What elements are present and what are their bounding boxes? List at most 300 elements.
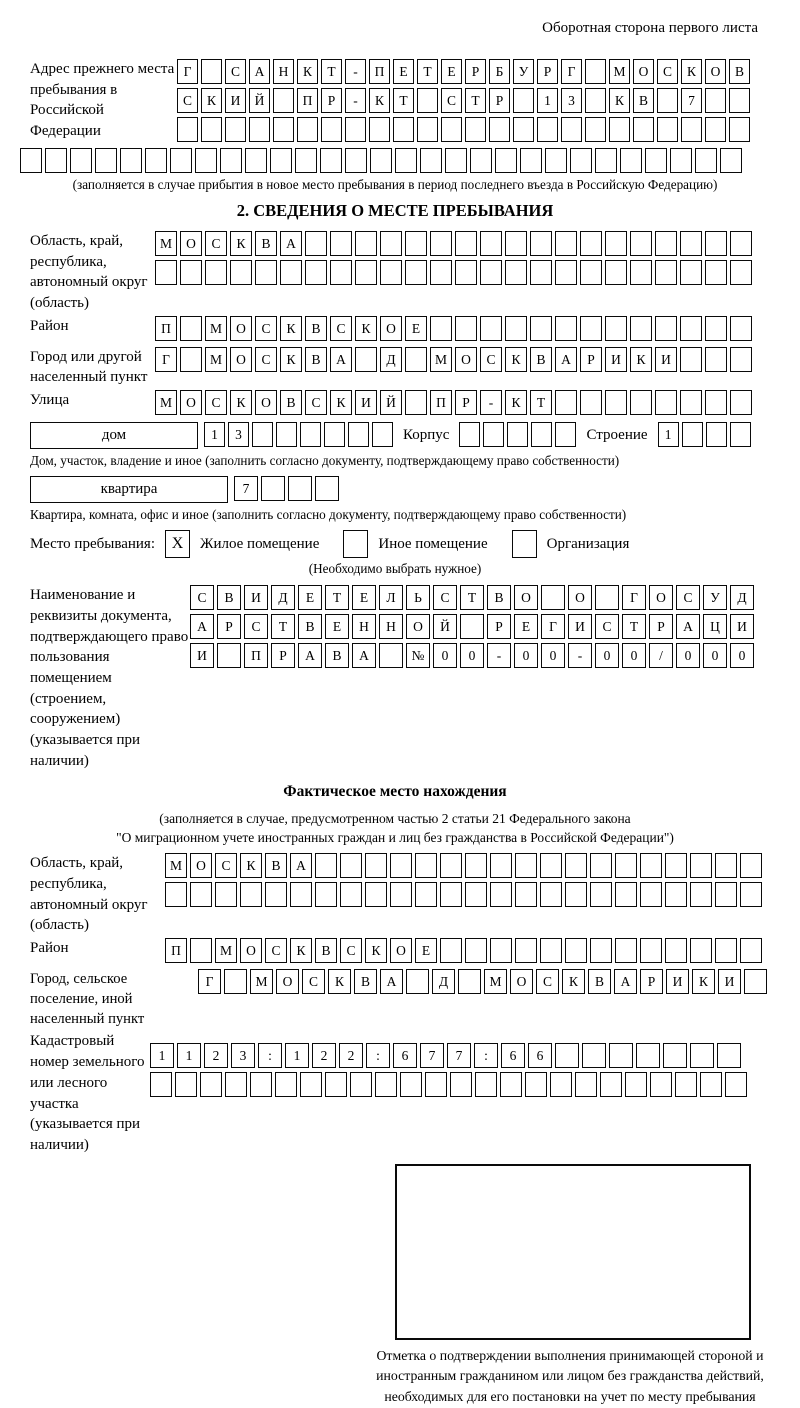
char-cell (455, 231, 477, 256)
cell-row (155, 231, 752, 256)
char-cell: В (265, 853, 287, 878)
cell-row (155, 347, 752, 372)
char-cell (585, 59, 606, 84)
char-cell: М (155, 390, 177, 415)
char-cell: - (480, 390, 502, 415)
char-cell: К (609, 88, 630, 113)
char-cell: С (536, 969, 559, 994)
cell-row (658, 422, 751, 447)
char-cell (515, 882, 537, 907)
char-cell: 1 (658, 422, 679, 447)
char-cell: Б (489, 59, 510, 84)
house-box-label: дом (30, 422, 198, 449)
char-cell (348, 422, 369, 447)
char-cell (605, 390, 627, 415)
char-cell (405, 231, 427, 256)
char-cell (555, 422, 576, 447)
char-cell (455, 316, 477, 341)
char-cell: Т (321, 59, 342, 84)
char-cell: К (562, 969, 585, 994)
char-cell (321, 117, 342, 142)
char-cell: М (430, 347, 452, 372)
char-cell: 7 (447, 1043, 471, 1068)
char-cell: С (330, 316, 352, 341)
char-cell (595, 585, 619, 610)
char-cell (440, 882, 462, 907)
char-cell: К (355, 316, 377, 341)
char-cell: Н (352, 614, 376, 639)
char-cell: П (430, 390, 452, 415)
char-cell: К (328, 969, 351, 994)
char-cell (555, 260, 577, 285)
char-cell: И (605, 347, 627, 372)
char-cell (465, 938, 487, 963)
char-cell (205, 260, 227, 285)
char-cell (475, 1072, 497, 1097)
checkbox-zhiloe[interactable]: X (165, 530, 190, 558)
char-cell (513, 117, 534, 142)
char-cell: 0 (460, 643, 484, 668)
prev-address-label: Адрес прежнего места пребывания в Российской Федерации (30, 61, 175, 140)
char-cell (45, 148, 67, 173)
char-cell (730, 260, 752, 285)
char-cell (255, 260, 277, 285)
cell-row (165, 938, 762, 963)
char-cell: К (290, 938, 312, 963)
char-cell: О (240, 938, 262, 963)
char-cell (531, 422, 552, 447)
char-cell (265, 882, 287, 907)
char-cell: Е (352, 585, 376, 610)
char-cell: Г (155, 347, 177, 372)
region-actual-label: Область, край, республика, автономный округ (область) (30, 855, 148, 934)
char-cell: Л (379, 585, 403, 610)
char-cell: Р (487, 614, 511, 639)
field-prev-address (30, 59, 760, 146)
char-cell: О (190, 853, 212, 878)
char-cell: В (325, 643, 349, 668)
char-cell: К (201, 88, 222, 113)
char-cell (288, 476, 312, 501)
char-cell (530, 316, 552, 341)
char-cell: П (297, 88, 318, 113)
char-cell (600, 1072, 622, 1097)
char-cell: О (180, 390, 202, 415)
char-cell (706, 422, 727, 447)
char-cell (681, 117, 702, 142)
field-district (30, 316, 760, 345)
char-cell: В (588, 969, 611, 994)
char-cell (540, 882, 562, 907)
stroenie-label: Строение (586, 427, 648, 444)
char-cell: 1 (150, 1043, 174, 1068)
char-cell (530, 260, 552, 285)
char-cell: Р (455, 390, 477, 415)
char-cell (541, 585, 565, 610)
field-city-actual (30, 969, 760, 1029)
char-cell: Й (433, 614, 457, 639)
cell-row (20, 148, 760, 173)
char-cell (395, 148, 417, 173)
char-cell (525, 1072, 547, 1097)
char-cell (555, 316, 577, 341)
char-cell: В (298, 614, 322, 639)
char-cell (730, 231, 752, 256)
char-cell (240, 882, 262, 907)
char-cell (201, 59, 222, 84)
char-cell (730, 422, 751, 447)
char-cell (705, 88, 726, 113)
char-cell: И (655, 347, 677, 372)
char-cell (625, 1072, 647, 1097)
char-cell: - (568, 643, 592, 668)
char-cell (406, 969, 429, 994)
char-cell (580, 316, 602, 341)
char-cell: К (630, 347, 652, 372)
char-cell (400, 1072, 422, 1097)
char-cell (717, 1043, 741, 1068)
char-cell (640, 853, 662, 878)
char-cell (655, 231, 677, 256)
char-cell (300, 422, 321, 447)
district-label: Район (30, 317, 69, 334)
char-cell (275, 1072, 297, 1097)
char-cell (655, 390, 677, 415)
char-cell: 7 (420, 1043, 444, 1068)
stay-type-row (30, 530, 760, 558)
char-cell: Е (393, 59, 414, 84)
char-cell: Г (561, 59, 582, 84)
char-cell (705, 117, 726, 142)
actual-location-title: Фактическое место нахождения (283, 783, 507, 801)
char-cell (170, 148, 192, 173)
char-cell: О (705, 59, 726, 84)
char-cell: Р (217, 614, 241, 639)
char-cell (555, 390, 577, 415)
char-cell: Ц (703, 614, 727, 639)
char-cell (252, 422, 273, 447)
char-cell (180, 347, 202, 372)
char-cell (615, 853, 637, 878)
char-cell (365, 853, 387, 878)
house-note: Дом, участок, владение и иное (заполнить согласно документу, подтверждающему право собственности) (30, 453, 620, 469)
char-cell: В (217, 585, 241, 610)
char-cell: О (276, 969, 299, 994)
option-inoe-label: Иное помещение (378, 535, 488, 552)
char-cell (657, 88, 678, 113)
char-cell (340, 853, 362, 878)
char-cell: Д (432, 969, 455, 994)
stamp-box (395, 1164, 751, 1340)
char-cell: 2 (204, 1043, 228, 1068)
char-cell (630, 231, 652, 256)
char-cell: С (676, 585, 700, 610)
char-cell (369, 117, 390, 142)
char-cell (120, 148, 142, 173)
cell-row (190, 614, 754, 639)
char-cell (380, 231, 402, 256)
char-cell (165, 882, 187, 907)
option-org-label: Организация (546, 535, 630, 552)
char-cell (630, 260, 652, 285)
char-cell (540, 938, 562, 963)
char-cell (273, 117, 294, 142)
char-cell: О (230, 316, 252, 341)
char-cell (415, 853, 437, 878)
char-cell (605, 260, 627, 285)
char-cell: 0 (730, 643, 754, 668)
char-cell (445, 148, 467, 173)
char-cell (590, 853, 612, 878)
char-cell: Р (271, 643, 295, 668)
cell-row (177, 88, 750, 113)
char-cell: К (280, 316, 302, 341)
char-cell: - (487, 643, 511, 668)
char-cell: М (165, 853, 187, 878)
char-cell (220, 148, 242, 173)
char-cell (590, 882, 612, 907)
street-label: Улица (30, 392, 70, 409)
char-cell (490, 938, 512, 963)
char-cell (550, 1072, 572, 1097)
cell-row (234, 476, 339, 501)
char-cell (217, 643, 241, 668)
char-cell (315, 853, 337, 878)
char-cell: В (487, 585, 511, 610)
apartment-row (30, 476, 760, 505)
char-cell (305, 260, 327, 285)
char-cell: Р (580, 347, 602, 372)
char-cell (715, 853, 737, 878)
char-cell: И (355, 390, 377, 415)
char-cell (458, 969, 481, 994)
char-cell: А (676, 614, 700, 639)
char-cell: 6 (528, 1043, 552, 1068)
actual-location-note2: "О миграционном учете иностранных граждан и лиц без гражданства в Российской Федерации") (116, 830, 674, 846)
char-cell: Г (541, 614, 565, 639)
char-cell (425, 1072, 447, 1097)
char-cell (665, 882, 687, 907)
char-cell (270, 148, 292, 173)
char-cell: А (280, 231, 302, 256)
char-cell: А (298, 643, 322, 668)
cadastre-label: Кадастровый номер земельного или лесного участка (указывается при наличии) (30, 1033, 145, 1153)
char-cell: К (330, 390, 352, 415)
char-cell: П (165, 938, 187, 963)
char-cell: В (633, 88, 654, 113)
char-cell (320, 148, 342, 173)
char-cell: - (345, 59, 366, 84)
cell-row (190, 585, 754, 610)
char-cell (355, 260, 377, 285)
char-cell (580, 260, 602, 285)
char-cell (315, 476, 339, 501)
char-cell (515, 853, 537, 878)
char-cell (70, 148, 92, 173)
char-cell: К (369, 88, 390, 113)
char-cell: 2 (312, 1043, 336, 1068)
apartment-box-label: квартира (30, 476, 228, 503)
char-cell: О (180, 231, 202, 256)
district-actual-label: Район (30, 940, 69, 957)
char-cell (305, 231, 327, 256)
char-cell (440, 853, 462, 878)
char-cell (545, 148, 567, 173)
char-cell: Р (489, 88, 510, 113)
char-cell: И (666, 969, 689, 994)
char-cell (300, 1072, 322, 1097)
char-cell (740, 938, 762, 963)
char-cell (650, 1072, 672, 1097)
stamp-note: Отметка о подтверждении выполнения принимающей стороной и иностранным гражданином или лицом без гражданства действий, необходимых для его постановки на учет по месту пребывания (376, 1347, 764, 1404)
char-cell: Е (415, 938, 437, 963)
apartment-note: Квартира, комната, офис и иное (заполнить согласно документу, подтверждающему право собственности) (30, 507, 627, 523)
cell-row (177, 59, 750, 84)
char-cell (420, 148, 442, 173)
char-cell: О (649, 585, 673, 610)
char-cell (505, 316, 527, 341)
char-cell (415, 882, 437, 907)
char-cell: С (255, 316, 277, 341)
char-cell (273, 88, 294, 113)
char-cell: С (340, 938, 362, 963)
char-cell (680, 390, 702, 415)
char-cell: А (352, 643, 376, 668)
char-cell (150, 1072, 172, 1097)
char-cell (670, 148, 692, 173)
char-cell: 7 (234, 476, 258, 501)
char-cell (276, 422, 297, 447)
char-cell: А (290, 853, 312, 878)
char-cell (350, 1072, 372, 1097)
document-label: Наименование и реквизиты документа, подтверждающего право пользования помещением (строением, сооружением) (указывается при наличии) (30, 587, 189, 769)
char-cell: О (514, 585, 538, 610)
char-cell: С (595, 614, 619, 639)
char-cell: И (730, 614, 754, 639)
char-cell: Е (298, 585, 322, 610)
char-cell: У (703, 585, 727, 610)
char-cell: К (692, 969, 715, 994)
char-cell: С (205, 231, 227, 256)
cell-row (165, 882, 762, 907)
korpus-label: Корпус (403, 427, 450, 444)
char-cell: Н (273, 59, 294, 84)
checkbox-inoe[interactable] (343, 530, 368, 558)
char-cell (480, 316, 502, 341)
cell-row (165, 853, 762, 878)
char-cell: А (614, 969, 637, 994)
char-cell (630, 316, 652, 341)
city-actual-label: Город, сельское поселение, иной населенный пункт (30, 971, 145, 1028)
checkbox-org[interactable] (512, 530, 537, 558)
char-cell (507, 422, 528, 447)
char-cell (595, 148, 617, 173)
char-cell (530, 231, 552, 256)
char-cell (715, 938, 737, 963)
cell-row (155, 260, 752, 285)
char-cell (379, 643, 403, 668)
char-cell (705, 347, 727, 372)
char-cell (325, 1072, 347, 1097)
char-cell (365, 882, 387, 907)
char-cell (200, 1072, 222, 1097)
region-label: Область, край, республика, автономный округ (область) (30, 233, 148, 312)
char-cell: В (255, 231, 277, 256)
char-cell (725, 1072, 747, 1097)
char-cell (590, 938, 612, 963)
char-cell: Р (640, 969, 663, 994)
char-cell: 0 (541, 643, 565, 668)
char-cell: : (258, 1043, 282, 1068)
char-cell (537, 117, 558, 142)
char-cell (515, 938, 537, 963)
char-cell: 0 (514, 643, 538, 668)
char-cell (655, 260, 677, 285)
cell-row (204, 422, 393, 447)
char-cell (665, 853, 687, 878)
char-cell (555, 231, 577, 256)
char-cell: 6 (393, 1043, 417, 1068)
char-cell: О (633, 59, 654, 84)
char-cell (730, 316, 752, 341)
cell-row (150, 1072, 747, 1097)
char-cell (657, 117, 678, 142)
char-cell (345, 148, 367, 173)
char-cell: : (366, 1043, 390, 1068)
char-cell: 3 (561, 88, 582, 113)
char-cell (665, 938, 687, 963)
cell-row (150, 1043, 747, 1068)
char-cell (730, 390, 752, 415)
char-cell (690, 1043, 714, 1068)
char-cell (495, 148, 517, 173)
char-cell: Т (325, 585, 349, 610)
char-cell (500, 1072, 522, 1097)
char-cell: М (609, 59, 630, 84)
char-cell: М (250, 969, 273, 994)
char-cell: М (155, 231, 177, 256)
char-cell: О (390, 938, 412, 963)
char-cell: Н (379, 614, 403, 639)
char-cell (505, 260, 527, 285)
char-cell: С (225, 59, 246, 84)
char-cell (355, 231, 377, 256)
corner-note: Оборотная сторона первого листа (542, 20, 758, 36)
char-cell: Т (271, 614, 295, 639)
char-cell (680, 316, 702, 341)
char-cell (315, 882, 337, 907)
char-cell: Т (417, 59, 438, 84)
char-cell: К (365, 938, 387, 963)
char-cell: С (190, 585, 214, 610)
city-label: Город или другой населенный пункт (30, 348, 148, 386)
char-cell (465, 853, 487, 878)
field-region-actual (30, 853, 760, 936)
char-cell (372, 422, 393, 447)
char-cell: М (205, 316, 227, 341)
char-cell (690, 938, 712, 963)
char-cell: О (455, 347, 477, 372)
char-cell (720, 148, 742, 173)
char-cell: А (249, 59, 270, 84)
field-document (30, 585, 760, 771)
stamp-area (30, 1164, 760, 1340)
char-cell (177, 117, 198, 142)
char-cell: Т (465, 88, 486, 113)
char-cell (555, 1043, 579, 1068)
char-cell (249, 117, 270, 142)
char-cell: С (657, 59, 678, 84)
